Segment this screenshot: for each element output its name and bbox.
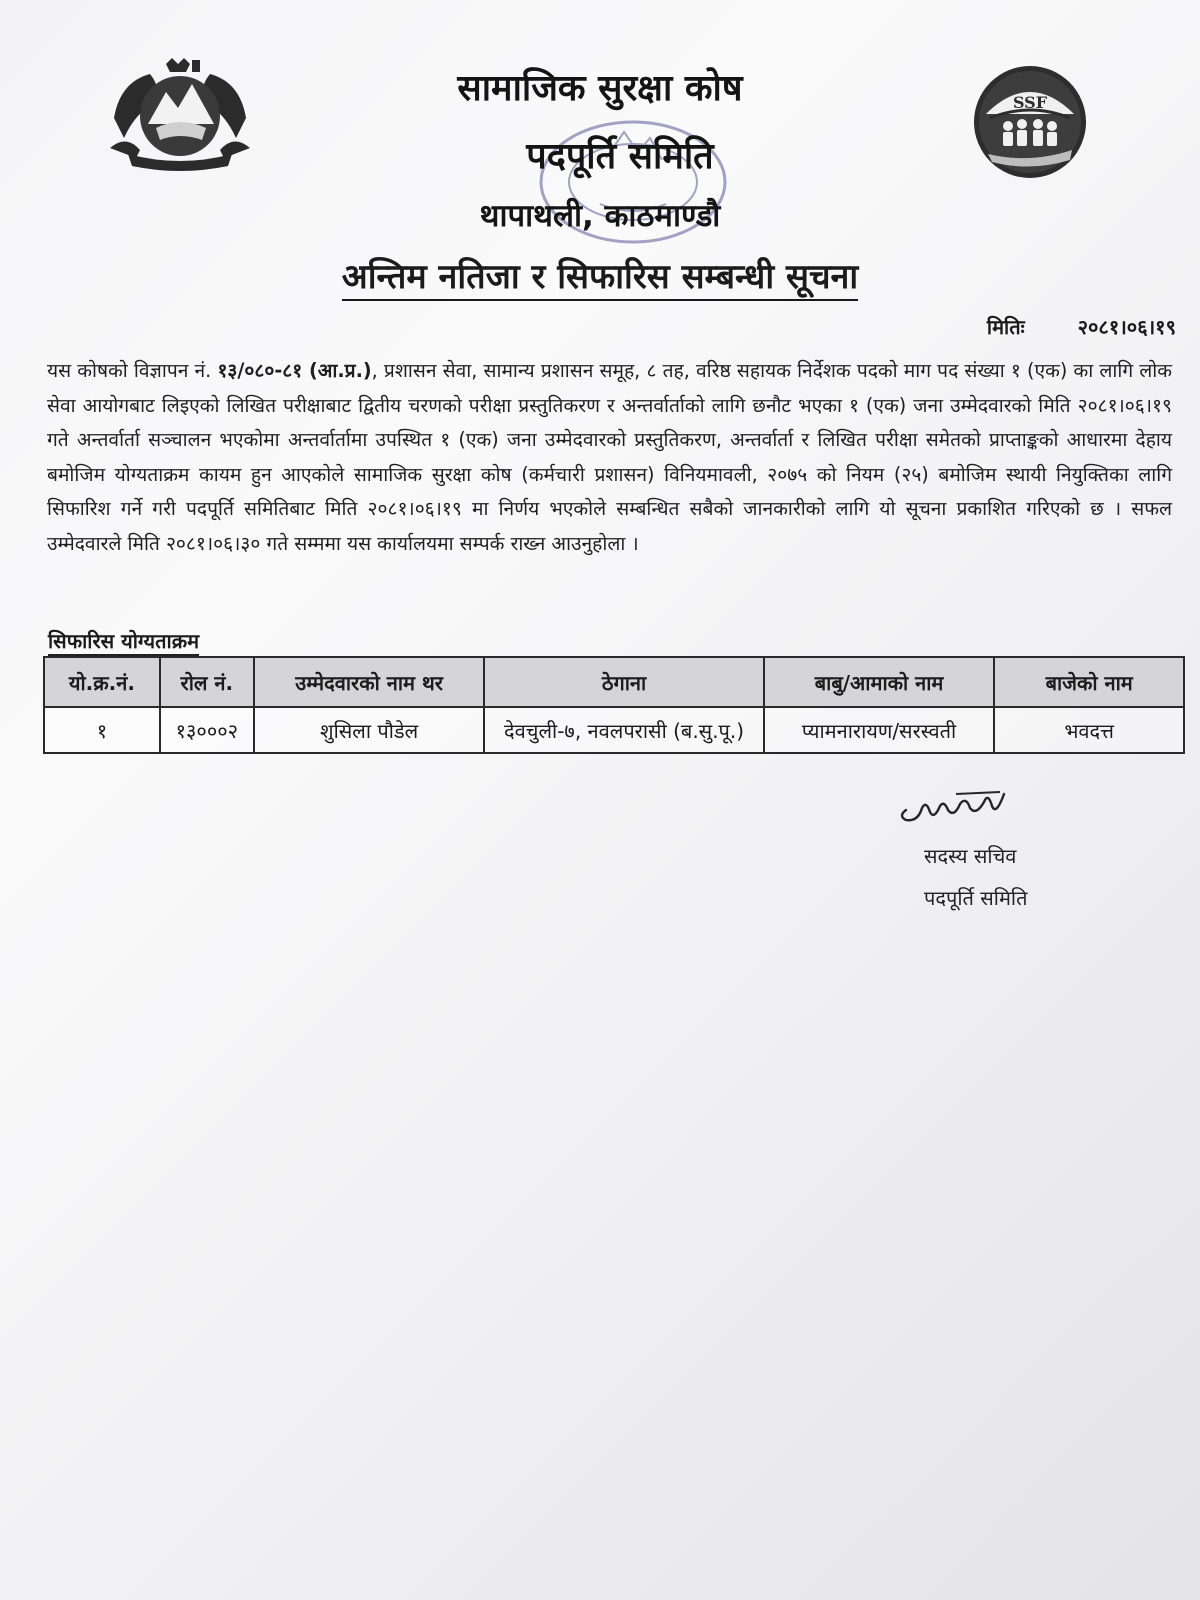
notice-title — [0, 252, 1200, 298]
signatory-committee: पदपूर्ति समिति — [924, 886, 1028, 910]
body-rest: , प्रशासन सेवा, सामान्य प्रशासन समूह, ८ तह, वरिष्ठ सहायक निर्देशक पदको माग पद संख्या १ (एक) का लागि लोक सेवा आयोगबाट लिइएको लिखित परीक्षाबाट द्वितीय चरणको परीक्षा प्रस्तुतिकरण र अन्तर्वार्ताको लागि छनौट भएका १ (एक) जना उम्मेदवारको मिति २०८१।०६।१९ गते अन्तर्वार्ता सञ्चालन भएकोमा अन्तर्वार्तामा उपस्थित १ (एक) जना उम्मेदवारको प्रस्तुतिकरण, अन्तर्वार्ता र लिखित परीक्षा समेतको प्राप्ताङ्कको आधारमा देहाय बमोजिम योग्यताक्रम कायम हुन आएकोले सामाजिक सुरक्षा कोष (कर्मचारी प्रशासन) विनियमावली, २०७५ को नियम (२५) बमोजिम स्थायी नियुक्तिका लागि सिफारिश गर्ने गरी पदपूर्ति समितिबाट मिति २०८१।०६।१९ मा निर्णय भएकोले सम्बन्धित सबैको जानकारीको लागि यो सूचना प्रकाशित गरिएको छ । सफल उम्मेदवारले मिति २०८१।०६।३० गते सम्ममा यस कार्यालयमा सम्पर्क राख्न आउनुहोला । — [47, 359, 1172, 555]
cell-parents: प्यामनारायण/सरस्वती — [764, 707, 995, 753]
col-serial-header: यो.क्र.नं. — [44, 657, 160, 707]
table-header-row — [44, 657, 1184, 707]
col-parents-header: बाबु/आमाको नाम — [764, 657, 995, 707]
signatory-title: सदस्य सचिव — [924, 844, 1017, 868]
col-name-header: उम्मेदवारको नाम थर — [254, 657, 485, 707]
col-address-header: ठेगाना — [484, 657, 763, 707]
recommendation-table — [43, 656, 1185, 754]
cell-name: शुसिला पौडेल — [254, 707, 485, 753]
cell-address: देवचुली-७, नवलपरासी (ब.सु.पू.) — [484, 707, 763, 753]
body-lead: यस कोषको विज्ञापन नं. — [47, 359, 218, 382]
notice-title-text: अन्तिम नतिजा र सिफारिस सम्बन्धी सूचना — [342, 257, 858, 301]
org-name: सामाजिक सुरक्षा कोष — [457, 68, 743, 109]
cell-serial: १ — [44, 707, 160, 753]
cell-grandfather: भवदत्त — [994, 707, 1184, 753]
recommendation-section-title: सिफारिस योग्यताक्रम — [48, 628, 199, 656]
ad-number: १३/०८०-८१ (आ.प्र.) — [217, 359, 372, 382]
date-label: मितिः — [986, 315, 1025, 339]
col-grandfather-header: बाजेको नाम — [994, 657, 1184, 707]
svg-text:SSF: SSF — [1012, 93, 1048, 112]
notice-date — [987, 313, 1176, 340]
committee-heading: पदपूर्ति समिति — [526, 136, 714, 177]
handwritten-signature-icon — [896, 786, 1012, 826]
date-value: २०८१।०६।१९ — [1077, 315, 1176, 339]
notice-body — [47, 354, 1172, 561]
cell-roll: १३०००२ — [160, 707, 254, 753]
office-location: थापाथली, काठमाण्डौ — [479, 198, 721, 234]
col-roll-header: रोल नं. — [160, 657, 254, 707]
table-row — [44, 707, 1184, 753]
